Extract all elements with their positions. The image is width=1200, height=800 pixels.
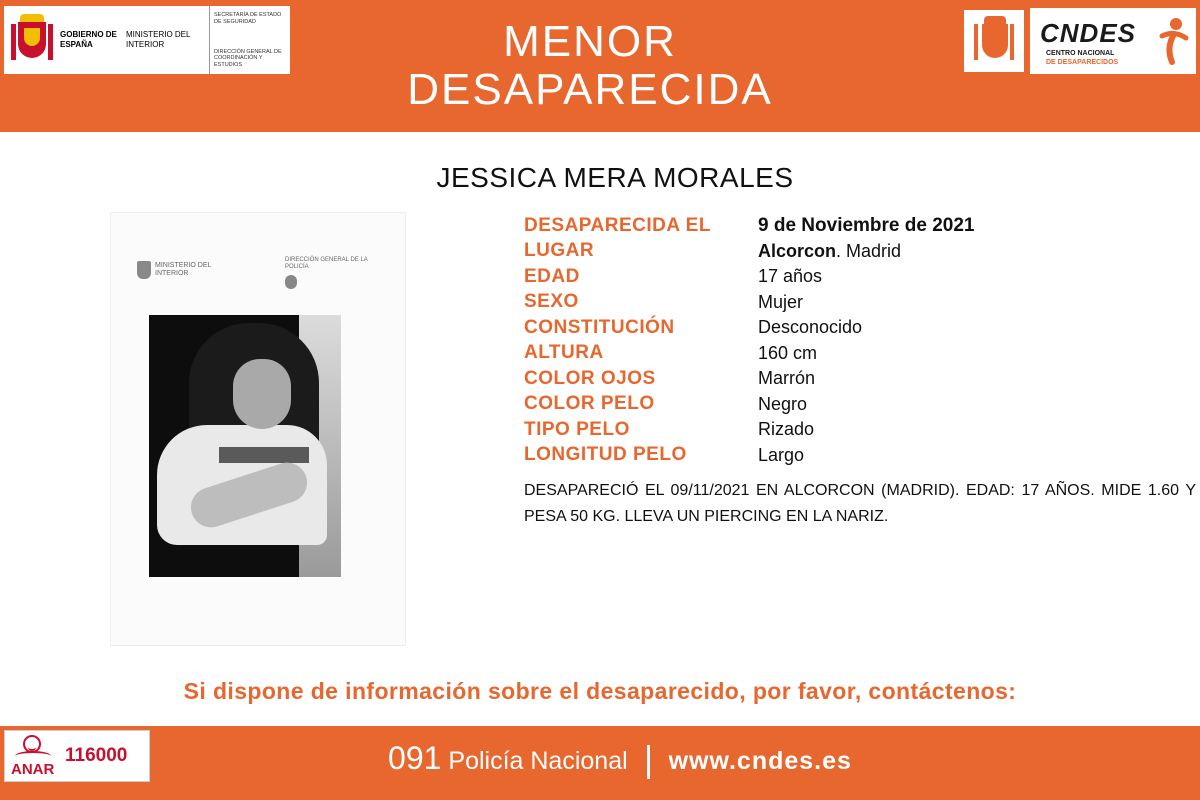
detail-row — [524, 443, 975, 469]
cndes-name: CNDES — [1040, 18, 1137, 48]
footer-banner — [0, 726, 1200, 800]
detail-label: SEXO — [524, 291, 579, 313]
police-number: 091 — [388, 740, 442, 776]
detail-value: 160 cm — [758, 342, 818, 363]
detail-value — [758, 241, 901, 262]
royal-crest-icon — [962, 8, 1026, 74]
detail-value-bold: Alcorcon — [758, 240, 837, 261]
gobierno-logo — [4, 6, 290, 74]
title-line-2: DESAPARECIDA — [407, 65, 773, 114]
detail-value: Largo — [758, 444, 805, 465]
detail-row — [524, 366, 975, 392]
detail-value: Negro — [758, 393, 808, 414]
sheet-police-header — [285, 257, 369, 294]
cndes-logo — [962, 8, 1196, 74]
detail-value: Mujer — [758, 291, 804, 312]
direccion-label: DIRECCIÓN GENERAL DE COORDINACIÓN Y ESTUDIOS — [214, 48, 282, 68]
anar-phone: 116000 — [65, 745, 128, 766]
detail-label: TIPO PELO — [524, 418, 630, 440]
detail-label: ALTURA — [524, 342, 604, 364]
poster-title — [380, 18, 800, 114]
detail-row — [524, 239, 975, 265]
cndes-subtitle-2: DE DESAPARECIDOS — [1046, 59, 1119, 66]
gobierno-label: GOBIERNO DE ESPAÑA — [60, 30, 117, 49]
running-figure-icon — [1152, 16, 1190, 66]
secretaria-label: SECRETARÍA DE ESTADO DE SEGURIDAD — [214, 12, 282, 25]
detail-value: Desconocido — [758, 317, 863, 338]
header-banner — [0, 0, 1200, 132]
detail-row — [524, 264, 975, 290]
cndes-subtitle-1: CENTRO NACIONAL — [1046, 50, 1115, 57]
police-badge-icon — [285, 275, 297, 289]
description-text: DESAPARECIÓ EL 09/11/2021 EN ALCORCON (MADRID). EDAD: 17 AÑOS. MIDE 1.60 Y PESA 50 KG. LLEVA UN PIERCING EN LA NARIZ. — [524, 482, 1196, 525]
sheet-ministry-header — [137, 261, 215, 279]
ministerio-label: MINISTERIO DEL INTERIOR — [126, 30, 191, 49]
website-link[interactable]: www.cndes.es — [668, 747, 852, 775]
detail-row — [524, 392, 975, 418]
detail-row — [524, 341, 975, 367]
sheet-police-label: DIRECCIÓN GENERAL DE LA POLICÍA — [285, 257, 368, 270]
detail-value: 17 años — [758, 266, 823, 287]
footer-contact-line — [0, 740, 1200, 779]
detail-value: 9 de Noviembre de 2021 — [758, 214, 975, 236]
photo-sheet — [110, 212, 406, 646]
police-name: Policía Nacional — [448, 747, 628, 775]
detail-label: LUGAR — [524, 240, 595, 262]
detail-label: DESAPARECIDA EL — [524, 214, 711, 236]
person-name: JESSICA MERA MORALES — [436, 162, 794, 193]
detail-label: CONSTITUCIÓN — [524, 316, 675, 338]
detail-row — [524, 290, 975, 316]
footer-divider — [647, 745, 650, 779]
contact-prompt: Si dispone de información sobre el desaparecido, por favor, contáctenos: — [183, 678, 1017, 704]
detail-row — [524, 213, 975, 239]
detail-value: Rizado — [758, 419, 815, 440]
detail-label: COLOR OJOS — [524, 367, 656, 389]
detail-label: COLOR PELO — [524, 393, 655, 415]
detail-row — [524, 315, 975, 341]
anar-name: ANAR — [11, 761, 55, 778]
detail-value-rest: . Madrid — [836, 240, 902, 261]
detail-row — [524, 417, 975, 443]
spain-coat-of-arms-icon — [10, 14, 54, 66]
detail-label: LONGITUD PELO — [524, 444, 687, 466]
sheet-ministry-label: MINISTERIO DEL INTERIOR — [155, 262, 212, 277]
missing-person-photo — [149, 315, 341, 577]
detail-label: EDAD — [524, 265, 580, 287]
title-line-1: MENOR — [503, 17, 677, 66]
detail-value: Marrón — [758, 368, 816, 389]
ministry-crest-icon — [137, 261, 151, 279]
details-table — [524, 213, 975, 468]
